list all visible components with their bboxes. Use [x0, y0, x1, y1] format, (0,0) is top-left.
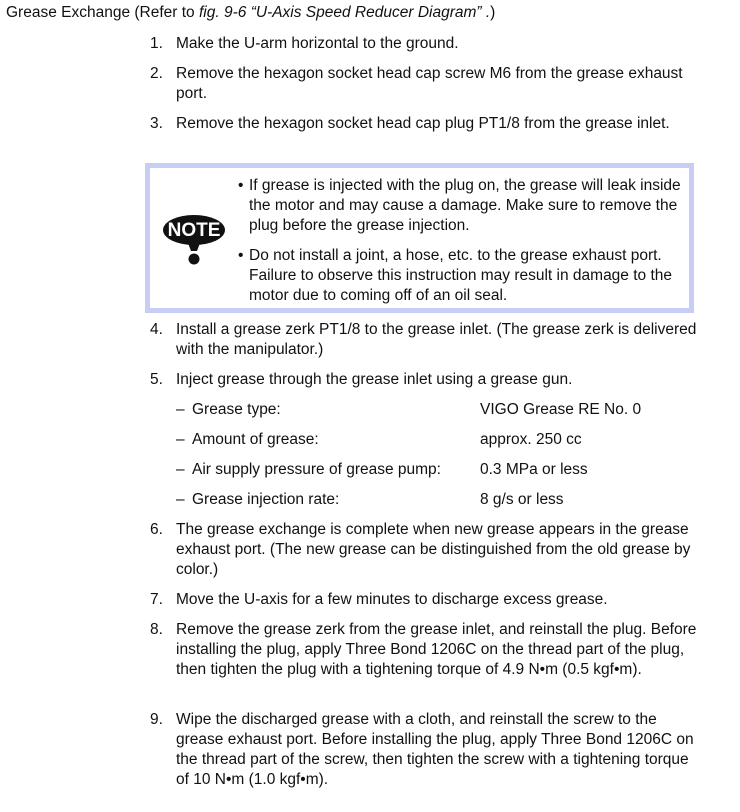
step-text: Make the U-arm horizontal to the ground. — [176, 35, 459, 52]
step-number: 2. — [150, 65, 163, 82]
note-bullet-2 — [238, 246, 688, 306]
spec-row-amount — [176, 430, 696, 450]
spec-dash: – — [176, 401, 185, 418]
note-bullet-text: If grease is injected with the plug on, the grease will leak inside the motor and may cause a damage. Make sure to remove the plug before the grease injection. — [249, 177, 681, 234]
spec-row-grease-type — [176, 400, 696, 420]
section-heading — [6, 4, 495, 22]
step-text: Install a grease zerk PT1/8 to the grease inlet. (The grease zerk is delivered with the manipulator.) — [176, 321, 697, 358]
step-6 — [150, 520, 700, 580]
step-text: Remove the hexagon socket head cap plug PT1/8 from the grease inlet. — [176, 115, 670, 132]
spec-label: Air supply pressure of grease pump: — [192, 461, 441, 478]
spec-dash: – — [176, 461, 185, 478]
figure-reference: fig. 9-6 “U-Axis Speed Reducer Diagram” . — [199, 4, 491, 21]
step-number: 1. — [150, 35, 163, 52]
step-text: Remove the hexagon socket head cap screw M6 from the grease exhaust port. — [176, 65, 683, 102]
step-7 — [150, 590, 700, 610]
spec-row-injection-rate — [176, 490, 696, 510]
step-number: 9. — [150, 711, 163, 728]
step-text: Inject grease through the grease inlet using a grease gun. — [176, 371, 573, 388]
step-number: 6. — [150, 521, 163, 538]
step-number: 5. — [150, 371, 163, 388]
spec-label: Grease injection rate: — [192, 491, 340, 508]
step-4 — [150, 320, 700, 360]
note-icon-label: NOTE — [167, 220, 221, 241]
spec-value: 8 g/s or less — [480, 491, 564, 508]
note-box — [145, 163, 694, 313]
step-9 — [150, 710, 700, 790]
step-text: The grease exchange is complete when new grease appears in the grease exhaust port. (The new grease can be distinguished from the old grease by color.) — [176, 521, 691, 578]
spec-label: Grease type: — [192, 401, 281, 418]
heading-suffix: ) — [490, 4, 496, 21]
step-number: 3. — [150, 115, 163, 132]
step-number: 7. — [150, 591, 163, 608]
spec-value: 0.3 MPa or less — [480, 461, 588, 478]
spec-value: VIGO Grease RE No. 0 — [480, 401, 642, 418]
step-number: 4. — [150, 321, 163, 338]
note-bullet-text: Do not install a joint, a hose, etc. to the grease exhaust port. Failure to observe this instruction may result in damage to the motor due to coming off of an oil seal. — [249, 247, 673, 304]
spec-label: Amount of grease: — [192, 431, 319, 448]
spec-row-pressure — [176, 460, 696, 480]
spec-value: approx. 250 cc — [480, 431, 582, 448]
step-text: Remove the grease zerk from the grease inlet, and reinstall the plug. Before installing the plug, apply Three Bond 1206C on the thread part of the plug, then tighten the plug with a tightening torque of 4.9 N•m (0.5 kgf•m). — [176, 621, 697, 678]
step-2 — [150, 64, 700, 104]
spec-dash: – — [176, 431, 185, 448]
bullet-dot: • — [238, 177, 244, 194]
bullet-dot: • — [238, 247, 244, 264]
spec-dash: – — [176, 491, 185, 508]
step-1 — [150, 34, 700, 54]
step-number: 8. — [150, 621, 163, 638]
step-8 — [150, 620, 700, 680]
step-3 — [150, 114, 700, 134]
note-icon — [161, 212, 227, 266]
step-5 — [150, 370, 700, 390]
heading-prefix: Grease Exchange (Refer to — [6, 4, 199, 21]
step-text: Wipe the discharged grease with a cloth, and reinstall the screw to the grease exhaust port. Before installing the plug, apply Three Bond 1206C on the thread part of the screw, then tighten the screw with a tightening torque of 10 N•m (1.0 kgf•m). — [176, 711, 694, 788]
step-text: Move the U-axis for a few minutes to discharge excess grease. — [176, 591, 608, 608]
note-bullet-1 — [238, 176, 688, 236]
